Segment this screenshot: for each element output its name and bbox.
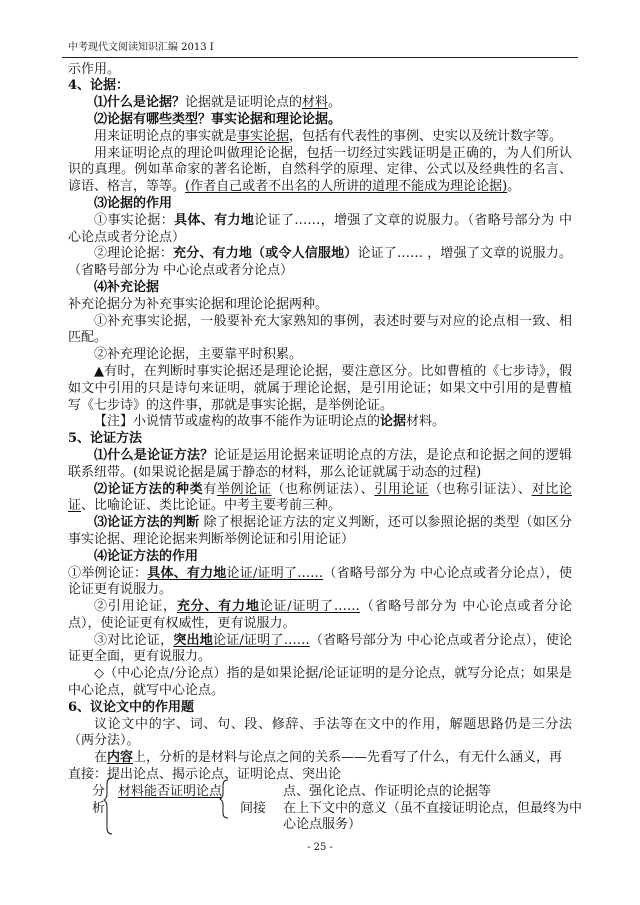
underlined-term: 举例论证: [216, 481, 272, 497]
q1-what-is-argument-method: [68, 448, 572, 482]
direct-line: [68, 767, 572, 784]
text-run: （也称例证法）、: [271, 481, 375, 497]
heading-text: 4、论据：: [68, 78, 130, 94]
text-run: ①事实论据：: [94, 212, 175, 228]
running-header: 中考现代文阅读知识汇编 2013 Ⅰ: [68, 42, 214, 53]
text-run: （省略号部分为 中心论点或者分论点），使论证更有权威性，更有说服力。: [68, 599, 572, 631]
heading-text: ⑷补充论据: [94, 279, 160, 295]
text-run: ②引用论证，: [94, 599, 177, 615]
supplement-theory-evidence: [68, 347, 572, 364]
section-5-heading: [68, 431, 572, 448]
question-text: ⑶论证方法的判断: [94, 515, 200, 531]
supplementary-evidence-intro: [68, 297, 572, 314]
q3-evidence-function-heading: [68, 196, 572, 213]
underlined-phrase: 论证/证明了……: [213, 632, 310, 648]
q2-evidence-types: [68, 112, 572, 129]
header-rule: [62, 57, 578, 58]
triangle-note: [68, 364, 572, 414]
text-run: 用来证明论点的事实就是: [94, 128, 238, 144]
bold-phrase: 具体、有力地: [174, 212, 255, 228]
diamond-note: [68, 666, 572, 700]
underlined-phrase: 论证/证明了……: [259, 599, 360, 615]
heading-text: 5、论证方法: [68, 431, 143, 447]
text-run: 论证了……，增强了文章的说服力。（省略号部分为 中心论点或者分论点）: [68, 212, 572, 245]
theory-evidence-definition: [68, 146, 572, 196]
text-run: ③对比论证，: [94, 632, 174, 648]
text-run: 。: [507, 179, 521, 195]
text-run: （省略号部分为 中心论点或者分论点），使论证更全面，更有说服力。: [68, 632, 572, 665]
function-question-intro: [68, 717, 572, 751]
text-run: 议论文中的字、词、句、段、修辞、手法等在文中的作用，解题思路仍是三分法（两分法）。: [68, 716, 572, 749]
page-number: - 25 -: [307, 842, 333, 853]
indirect-label: 间接: [240, 800, 267, 816]
content-analysis-text: [68, 750, 572, 767]
theory-evidence-function: [68, 246, 572, 280]
example-argument-function: [68, 566, 572, 600]
q4-argument-method-function-heading: [68, 549, 572, 566]
underlined-term: 引用论证: [374, 481, 429, 497]
analysis-diagram: [68, 783, 583, 834]
direct-continuation: 点、强化论点、作证明论点的论据等: [283, 783, 492, 799]
text-run: 上，分析的是材料与论点之间的关系——先看写了什么，有无什么涵义，再: [133, 750, 563, 766]
analysis-label-2: 析: [92, 800, 106, 816]
heading-text: ⑷论证方法的作用: [94, 548, 199, 564]
bold-underlined-phrase: 突出地: [173, 632, 213, 648]
bracket-note: [68, 414, 572, 431]
fact-evidence-definition: [68, 129, 572, 146]
analysis-label-1: 分: [92, 783, 106, 799]
question-text: ⑵论据有哪些类型？事实论据和理论论据。: [94, 111, 342, 127]
bold-phrase: 充分、有力地（或令人信服地）: [173, 246, 358, 262]
question-text: ⑴什么是论证方法？: [94, 447, 214, 463]
text-run: （也称引证法）、: [428, 481, 532, 497]
indirect-text: 在上下文中的意义（虽不直接证明论点，但最终为中心论点服务）: [283, 800, 583, 833]
question-text: ⑴什么是论据？: [94, 95, 186, 111]
text-run: 【注】小说情节或虚构的故事不能作为证明论点的: [94, 414, 381, 430]
underlined-term: 材料: [302, 95, 329, 111]
inner-brace-icon: [220, 780, 230, 818]
q4-supplementary-evidence-heading: [68, 280, 572, 297]
q1-what-is-evidence: [68, 95, 572, 112]
text-run: 补充论据分为补充事实论据和理论论据两种。: [68, 296, 329, 312]
bold-term: 论据: [380, 414, 407, 430]
text-run: ，包括有代表性的事例、史实以及统计数字等。: [289, 128, 563, 144]
text-run: （省略号部分为 中心论点或者分论点），使论证更有说服力。: [68, 565, 572, 598]
text-run: ◇（中心论点/分论点）指的是如果论据/论证证明的是分论点，就写分论点；如果是中心论点，就写中心论点。: [68, 666, 572, 699]
text-run: 论证是运用论据来证明论点的方法，是论点和论据之间的逻辑联系纽带。(如果说论据是属于静态的材料，那么论证就属于动态的过程): [68, 447, 572, 480]
text-run: 在: [94, 750, 108, 766]
page-body: [68, 61, 583, 835]
citation-argument-function: [68, 599, 572, 633]
text-run: 有: [203, 481, 217, 497]
heading-text: ⑶论据的作用: [94, 195, 173, 211]
text-run: ②理论论据：: [94, 246, 174, 262]
text-run: 论证了…… ，增强了文章的说服力。（省略号部分为 中心论点或者分论点）: [68, 246, 572, 279]
bold-underlined-phrase: 具体、有力地: [147, 565, 227, 581]
premise-text: 材料能否证明论点: [118, 783, 223, 799]
text-run: ▲有时，在判断时事实论据还是理论论据，要注意区分。比如曹植的《七步诗》，假如文中引用的只是诗句来证明，就属于理论论据，是引用论证；如果文中引用的是曹植写《七步诗》的这件事，那就是事实论据，是举例论证。: [68, 363, 572, 413]
heading-text: 6、议论文中的作用题: [68, 699, 195, 715]
underlined-phrase: 论证/证明了……: [226, 565, 324, 581]
section-4-heading: [68, 78, 572, 95]
text-run: 用来证明论点的理论叫做理论论据，包括一切经过实践证明是正确的，为人们所认识的真理。例如革命家的著名论断，自然科学的原理、定律、公式以及经典性的名言、谚语、格言，等等。: [68, 145, 572, 195]
contrast-argument-function: [68, 633, 572, 667]
text-run: 除了根据论证方法的定义判断，还可以参照论据的类型（如区分事实论据、理论论据来判断举例论证和引用论证）: [68, 515, 572, 547]
fact-evidence-function: [68, 213, 572, 247]
text-run: ①举例论证：: [68, 565, 148, 581]
supplement-fact-evidence: [68, 314, 572, 348]
q3-argument-method-judgement: [68, 515, 572, 549]
bold-underlined-term: 内容: [107, 750, 134, 766]
text-run: 。: [328, 95, 342, 111]
underlined-term: 事实论据: [237, 128, 290, 144]
continued-text: [68, 62, 572, 79]
text-run: 、比喻论证、类比论证。中考主要考前三种。: [81, 498, 342, 514]
text-run: 示作用。: [68, 61, 121, 77]
underlined-note: (作者自己或者不出名的人所讲的道理不能成为理论论据): [185, 179, 508, 195]
text-run: 论据就是证明论点的: [185, 95, 303, 111]
underlined-term: 对比论证: [68, 481, 572, 514]
bold-underlined-phrase: 充分、有力地: [176, 599, 260, 615]
text-run: 材料。: [406, 414, 446, 430]
text-run: ①补充事实论据，一般要补充大家熟知的事例，表述时要与对应的论点相一致、相匹配。: [68, 313, 572, 346]
text-run: ②补充理论论据，主要靠平时积累。: [94, 347, 303, 363]
left-brace-icon: [104, 778, 114, 834]
q2-argument-method-types: [68, 482, 572, 516]
question-text: ⑵论证方法的种类: [94, 481, 204, 497]
direct-text: 直接：提出论点、揭示论点、证明论点、突出论: [68, 767, 342, 783]
section-6-heading: [68, 700, 572, 717]
